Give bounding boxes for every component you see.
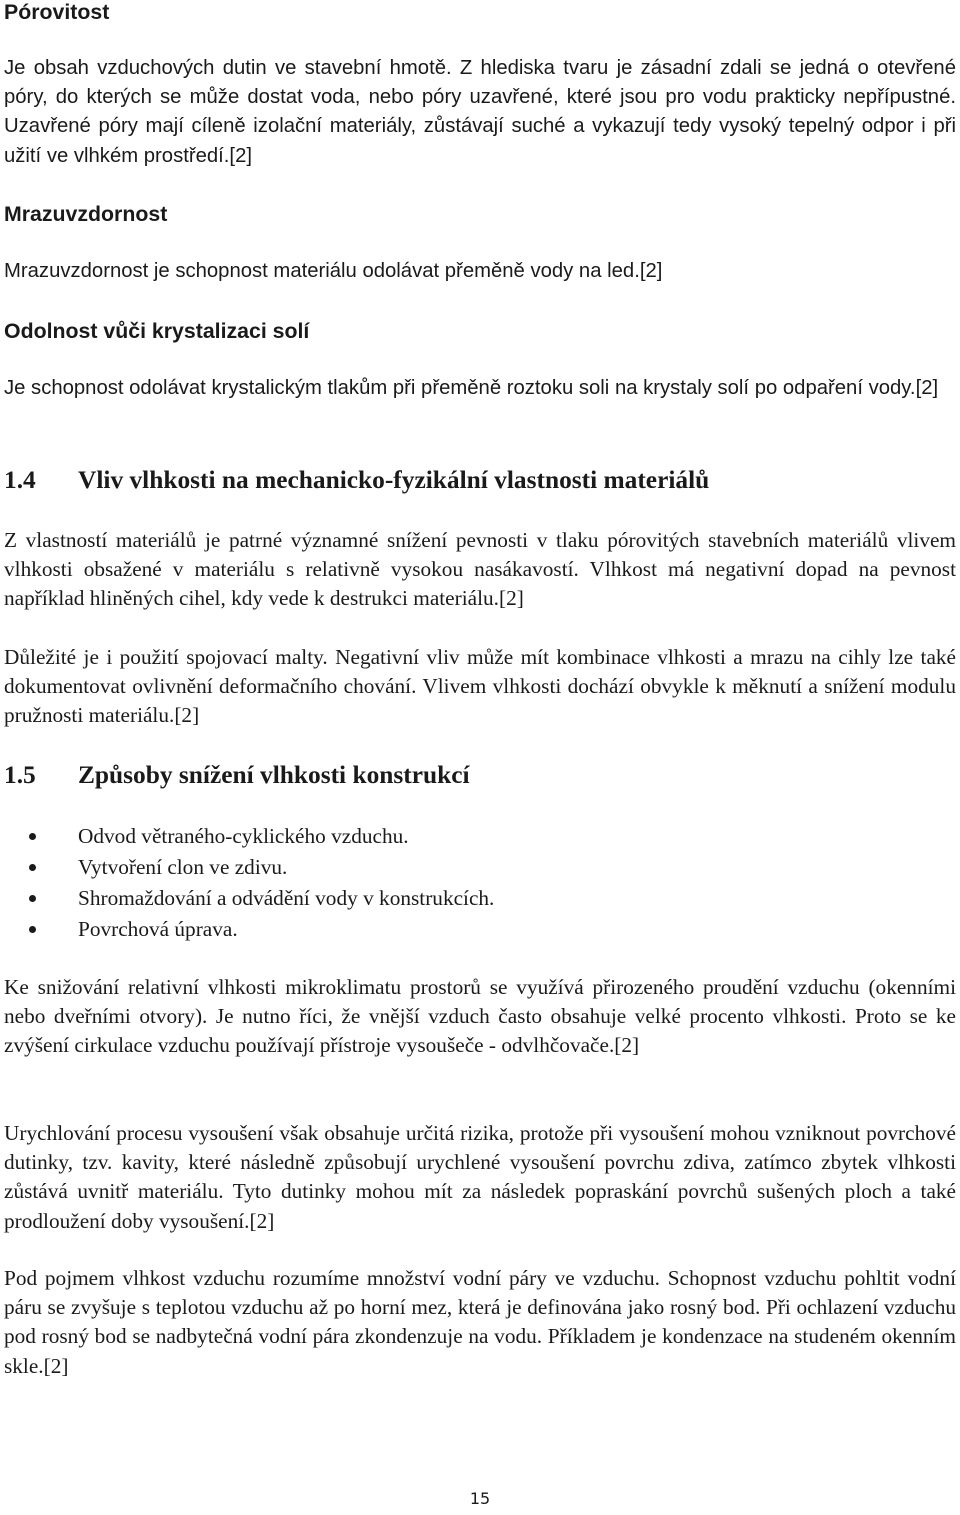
paragraph-porovitost: Je obsah vzduchových dutin ve stavební hmotě. Z hlediska tvaru je zásadní zdali se jedná o otevřené póry, do kterých se může dostat voda, nebo póry uzavřené, které jsou pro vodu prakticky nepřípustné. Uzavřené póry mají cíleně izolační materiály, zůstávají suché a vykazují tedy vysoký tepelný odpor i při užití ve vlhkém prostředí.[2] bbox=[4, 57, 956, 167]
heading-mrazuvzdornost: Mrazuvzdornost bbox=[4, 202, 168, 226]
list-item: Odvod větraného-cyklického vzduchu. bbox=[4, 821, 956, 852]
paragraph-1-4-a: Z vlastností materiálů je patrné významné snížení pevnosti v tlaku pórovitých stavebních materiálů vlivem vlhkosti obsažené v materiálu s relativně vysokou nasákavostí. Vlhkost má negativní dopad na pevnost například hliněných cihel, kdy vede k destrukci materiálu.[2] bbox=[4, 528, 956, 611]
section-heading-1-4 bbox=[4, 464, 956, 496]
paragraph-1-5-b: Urychlování procesu vysoušení však obsahuje určitá rizika, protože při vysoušení mohou vzniknout povrchové dutinky, tzv. kavity, které následně způsobují urychlené vysoušení povrchu zdiva, zatímco zbytek vlhkosti zůstává uvnitř materiálu. Tyto dutinky mohou mít za následek popraskání povrchů sušených ploch a také prodloužení doby vysoušení.[2] bbox=[4, 1121, 956, 1233]
bullet-list bbox=[4, 821, 956, 945]
section-number: 1.5 bbox=[4, 761, 36, 789]
paragraph-krystalizace: Je schopnost odolávat krystalickým tlakům při přeměně roztoku soli na krystaly solí po odpaření vody.[2] bbox=[4, 377, 939, 399]
paragraph-1-5-c: Pod pojmem vlhkost vzduchu rozumíme množství vodní páry ve vzduchu. Schopnost vzduchu pohltit vodní páru se zvyšuje s teplotou vzduchu až po horní mez, která je definována jako rosný bod. Při ochlazení vzduchu pod rosný bod se nadbytečná vodní pára zkondenzuje na vodu. Příkladem je kondenzace na studeném okenním skle.[2] bbox=[4, 1266, 956, 1378]
list-item: Povrchová úprava. bbox=[4, 914, 956, 945]
bullet-dot-icon bbox=[29, 833, 36, 840]
bullet-dot-icon bbox=[29, 895, 36, 902]
section-title: Vliv vlhkosti na mechanicko-fyzikální vlastnosti materiálů bbox=[78, 466, 710, 494]
bullet-dot-icon bbox=[29, 864, 36, 871]
heading-porovitost: Pórovitost bbox=[4, 0, 110, 24]
list-item: Shromaždování a odvádění vody v konstrukcích. bbox=[4, 883, 956, 914]
list-item: Vytvoření clon ve zdivu. bbox=[4, 852, 956, 883]
paragraph-1-4-b: Důležité je i použití spojovací malty. Negativní vliv může mít kombinace vlhkosti a mrazu na cihly lze také dokumentovat ovlivnění deformačního chování. Vlivem vlhkosti dochází obvykle k měknutí a snížení modulu pružnosti materiálu.[2] bbox=[4, 645, 956, 728]
section-heading-1-5 bbox=[4, 759, 956, 791]
section-title: Způsoby snížení vlhkosti konstrukcí bbox=[78, 761, 470, 789]
paragraph-mrazuvzdornost: Mrazuvzdornost je schopnost materiálu odolávat přeměně vody na led.[2] bbox=[4, 260, 663, 282]
paragraph-1-5-a: Ke snižování relativní vlhkosti mikroklimatu prostorů se využívá přirozeného proudění vzduchu (okenními nebo dveřními otvory). Je nutno říci, že vnější vzduch často obsahuje velké procento vlhkosti. Proto se ke zvýšení cirkulace vzduchu používají přístroje vysoušeče - odvlhčovače.[2] bbox=[4, 975, 956, 1058]
section-number: 1.4 bbox=[4, 466, 36, 494]
page-number: 15 bbox=[469, 1489, 491, 1508]
bullet-dot-icon bbox=[29, 926, 36, 933]
heading-krystalizace: Odolnost vůči krystalizaci solí bbox=[4, 319, 310, 343]
